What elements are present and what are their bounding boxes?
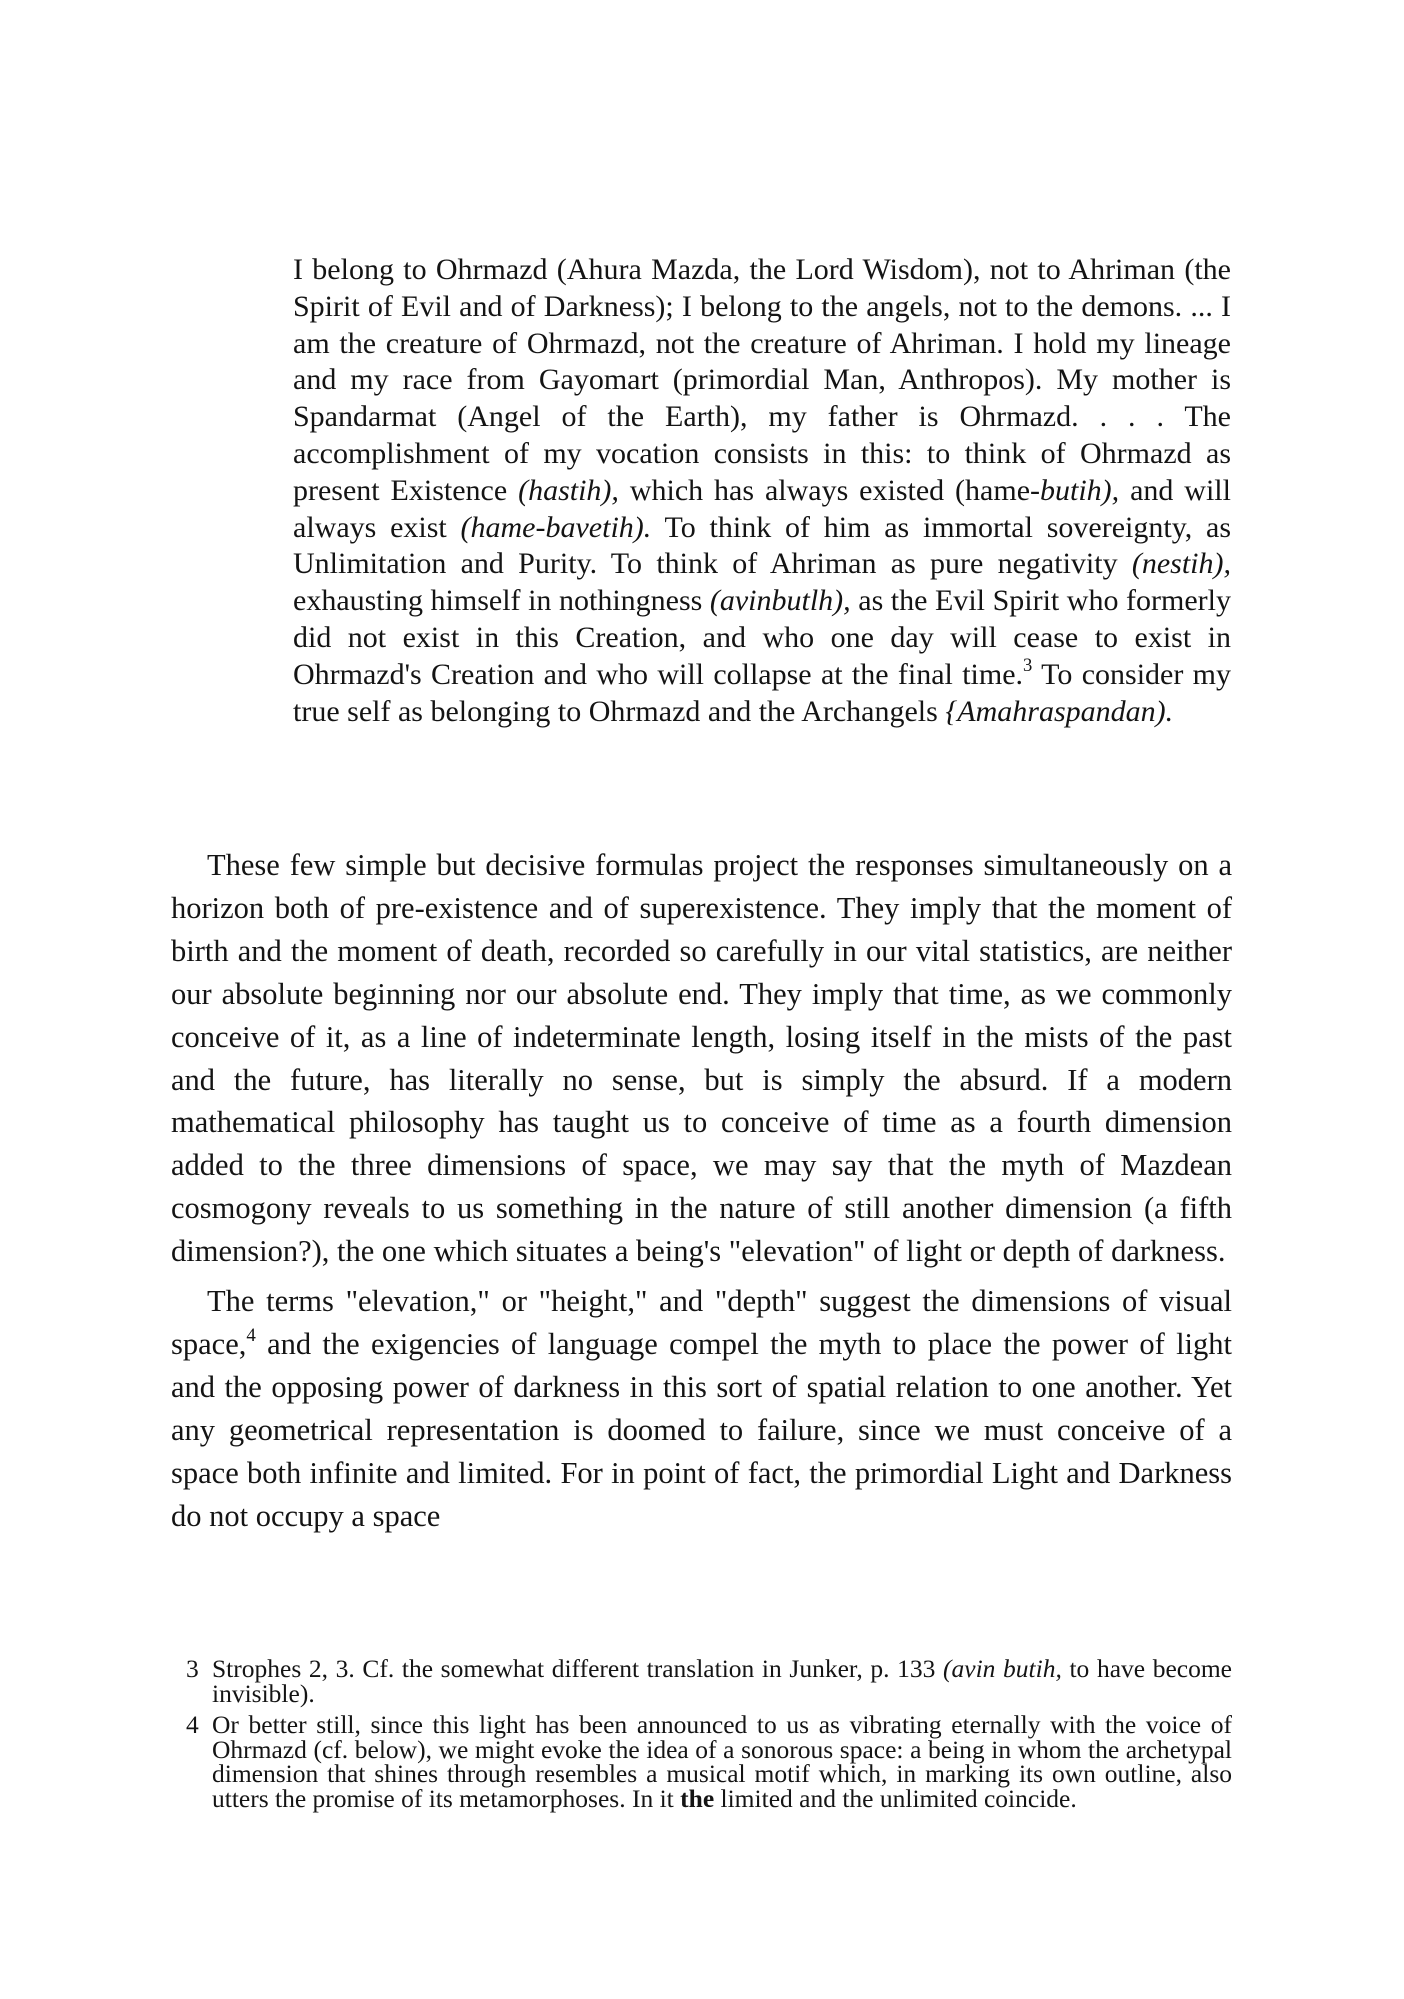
quote-italic-term: {Amahraspandan). bbox=[945, 694, 1174, 728]
quote-italic-term: (nestih), bbox=[1131, 547, 1231, 581]
paragraph bbox=[171, 1280, 1232, 1537]
quote-text: which has always existed (hame- bbox=[618, 473, 1040, 507]
footnote-bold-word: the bbox=[680, 1783, 715, 1813]
quote-text: exhausting himself in nothingness bbox=[293, 584, 710, 618]
footnote-text: limited and the unlimited coincide. bbox=[714, 1783, 1077, 1813]
paragraph-text: and the exigencies of language compel the myth to place the power of light and the opposing power of darkness in this sort of spatial relation to one another. Yet any geometrical representation is doomed to failure, since we must conceive of a space both infinite and limited. For in point of fact, the primordial Light and Darkness do not occupy a space bbox=[171, 1326, 1232, 1533]
footnote-3 bbox=[186, 1654, 1232, 1708]
footnote-italic-term: (avin butih, bbox=[943, 1654, 1062, 1683]
footnote-4 bbox=[186, 1710, 1232, 1813]
footnote-reference-4[interactable]: 4 bbox=[246, 1324, 256, 1346]
footnote-number: 4 bbox=[186, 1710, 199, 1739]
footnote-number: 3 bbox=[186, 1654, 199, 1683]
footnote-text: Strophes 2, 3. Cf. the somewhat different translation in Junker, p. 133 bbox=[212, 1654, 944, 1683]
footnote-reference-3[interactable]: 3 bbox=[1023, 654, 1033, 676]
paragraph-text: The terms "elevation," or "height," and "depth" suggest the dimensions of visual space, bbox=[171, 1284, 1232, 1361]
body-text bbox=[171, 844, 1232, 1538]
footnotes bbox=[186, 1654, 1232, 1818]
quote-text: as the Evil Spirit who formerly did not exist in this Creation, and who one day will cease to exist in Ohrmazd's Creation and who will collapse at the final time. bbox=[293, 584, 1231, 691]
quote-text: To think of him as immortal sovereignty, as Unlimitation and Purity. To think of Ahriman as pure negativity bbox=[293, 510, 1232, 581]
block-quotation bbox=[293, 252, 1231, 730]
quote-text: I belong to Ohrmazd (Ahura Mazda, the Lord Wisdom), not to Ahriman (the Spirit of Evil and of Darkness); I belong to the angels, not to the demons. ... I am the creature of Ohrmazd, not the creature of Ahriman. I hold my lineage and my race from Gayomart (primordial Man, Anthropos). My mother is Spandarmat (Angel of the Earth), my father is Ohrmazd. . . . The accomplishment of my vocation consists in this: to think of Ohrmazd as present Existence bbox=[293, 253, 1231, 507]
quote-italic-term: (avinbutlh), bbox=[709, 584, 851, 618]
paragraph: These few simple but decisive formulas project the responses simultaneously on a horizon both of pre-existence and of superexistence. They imply that the moment of birth and the moment of death, recorded so carefully in our vital statistics, are neither our absolute beginning nor our absolute end. They imply that time, as we commonly conceive of it, as a line of indeterminate length, losing itself in the mists of the past and the future, has literally no sense, but is simply the absurd. If a modern mathematical philosophy has taught us to conceive of time as a fourth dimension added to the three dimensions of space, we may say that the myth of Mazdean cosmogony reveals to us something in the nature of still another dimension (a fifth dimension?), the one which situates a being's "elevation" of light or depth of darkness. bbox=[171, 848, 1232, 1269]
footnote-text: to have become invisible). bbox=[212, 1654, 1232, 1708]
quote-italic-term: butih), bbox=[1040, 473, 1120, 507]
footnote-text: Or better still, since this light has been announced to us as vibrating eternally with the voice of Ohrmazd (cf. below), we might evoke the idea of a sonorous space: a being in whom the archetypal dimension that shines through resembles a musical motif which, in marking its own outline, also utters the promise of its metamorphoses. In it bbox=[212, 1710, 1232, 1813]
quote-italic-term: (hastih), bbox=[518, 473, 619, 507]
quote-text: and will always exist bbox=[293, 473, 1231, 544]
quote-italic-term: (hame-bavetih). bbox=[460, 510, 652, 544]
quote-text: To consider my true self as belonging to Ohrmazd and the Archangels bbox=[293, 657, 1231, 728]
